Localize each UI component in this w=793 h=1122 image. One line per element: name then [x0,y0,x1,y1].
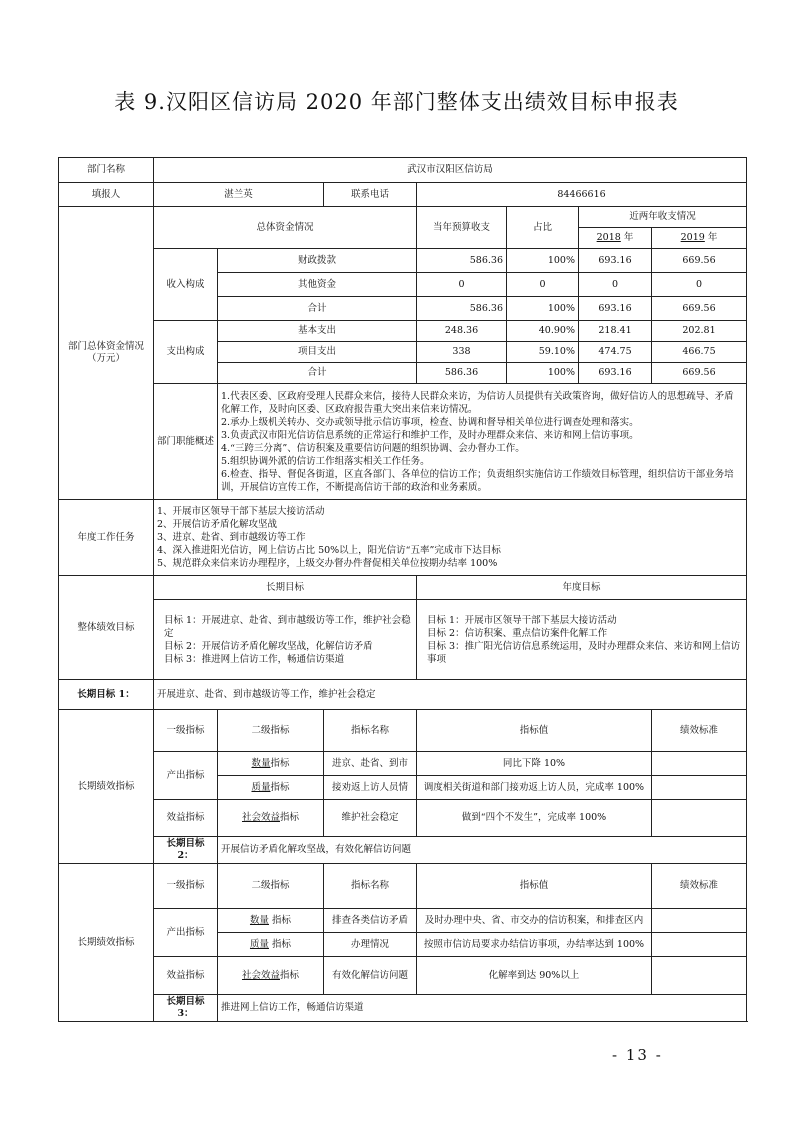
goal2-indicator-row [59,957,747,995]
indicator-name: 接劝返上访人员情 [324,776,417,800]
duty-line: 1.代表区委、区政府受理人民群众来信，接待人民群众来访，为信访人员提供有关政策咨询，做好信访人的思想疏导、矛盾化解工作，及时向区委、区政府报告重大突出来信来访情况。 [221,390,734,415]
long-term-goal-line: 目标 1：开展进京、赴省、到市越级访等工作，维护社会稳定 [164,614,411,639]
ratio-label: 占比 [507,207,579,249]
indicator-value: 化解率到达 90%以上 [417,957,652,995]
benefit-indicator-label: 效益指标 [154,957,218,995]
overall-goals-label: 整体绩效目标 [59,576,154,680]
expense-ratio: 59.10% [507,342,579,363]
goal1-text: 开展进京、赴省、到市越级访等工作，维护社会稳定 [154,680,747,710]
income-budget: 586.36 [417,249,507,273]
duty-line: 5.组织协调外派的信访工作组落实相关工作任务。 [221,455,430,467]
indicator-value: 及时办理中央、省、市交办的信访积案，和排查区内 [417,909,652,933]
level2-cell: 质量 指标 [218,933,324,957]
goal1-indicators-label: 长期绩效指标 [59,710,154,864]
standard-header: 绩效标准 [652,710,747,752]
indicator-value-header: 指标值 [417,864,652,909]
goal1-indicator-row [59,752,747,776]
expense-ratio: 40.90% [507,321,579,342]
overall-funds-label: 总体资金情况 [154,207,417,249]
indicator-value-header: 指标值 [417,710,652,752]
level2-cell: 数量 指标 [218,909,324,933]
expense-budget: 586.36 [417,363,507,384]
performance-table [58,157,747,1022]
indicator-standard [652,800,747,837]
indicator-name: 维护社会稳定 [324,800,417,837]
goal2-indicator-header [59,864,747,909]
income-2019: 669.56 [652,249,747,273]
benefit-indicator-label: 效益指标 [154,800,218,837]
level1-header: 一级指标 [154,710,218,752]
overall-goals-row [59,600,747,680]
indicator-value: 调度相关街道和部门接劝返上访人员，完成率 100% [417,776,652,800]
task-line: 3、进京、赴省、到市越级访等工作 [157,532,306,543]
output-indicator-label: 产出指标 [154,909,218,957]
indicator-name-header: 指标名称 [324,864,417,909]
overall-goals-header-row [59,576,747,600]
income-2019: 669.56 [652,297,747,321]
income-row [59,249,747,273]
indicator-value: 同比下降 10% [417,752,652,776]
budget-label: 当年预算收支 [417,207,507,249]
output-indicator-label: 产出指标 [154,752,218,800]
duty-line: 4.“三跨三分离”、信访积案及重要信访问题的组织协调、会办督办工作。 [221,442,525,454]
goal1-row [59,680,747,710]
goal2-row [59,837,747,864]
expense-2018: 474.75 [579,342,652,363]
indicator-value: 按照市信访局要求办结信访事项，办结率达到 100% [417,933,652,957]
income-budget: 0 [417,273,507,297]
goal1-indicator-header [59,710,747,752]
indicator-name: 排查各类信访矛盾 [324,909,417,933]
indicator-standard [652,957,747,995]
indicator-name: 办理情况 [324,933,417,957]
income-name: 其他资金 [218,273,417,297]
income-ratio: 0 [507,273,579,297]
expense-2018: 693.16 [579,363,652,384]
page-number: - 13 - [612,1046,663,1064]
level2-header: 二级指标 [218,710,324,752]
indicator-standard [652,752,747,776]
duty-line: 3.负责武汉市阳光信访信息系统的正常运行和维护工作，及时办理群众来信、来访和网上信访事项。 [221,429,639,441]
goal3-text: 推进网上信访工作，畅通信访渠道 [218,995,747,1022]
duty-line: 6.检查、指导、督促各街道，区直各部门、各单位的信访工作；负责组织实施信访工作绩效目标管理，组织信访干部业务培训，开展信访宣传工作，不断提高信访干部的政治和业务素质。 [221,468,734,493]
expense-2019: 466.75 [652,342,747,363]
level2-header: 二级指标 [218,864,324,909]
income-ratio: 100% [507,297,579,321]
page-title: 表 9.汉阳区信访局 2020 年部门整体支出绩效目标申报表 [114,90,679,114]
long-term-goals [154,600,417,680]
level2-cell: 质量指标 [218,776,324,800]
expense-2019: 202.81 [652,321,747,342]
phone-value: 84466616 [417,183,747,207]
duties-row [59,384,747,500]
year-2019: 2019 年 [652,228,747,249]
phone-label: 联系电话 [324,183,417,207]
annual-goals-label: 年度目标 [417,576,747,600]
goal2-label: 长期目标 2： [154,837,218,864]
expense-budget: 248.36 [417,321,507,342]
task-line: 4、深入推进阳光信访，网上信访占比 50%以上，阳光信访“五率”完成市下达目标 [157,545,501,556]
expense-name: 基本支出 [218,321,417,342]
goal2-indicators-label: 长期绩效指标 [59,864,154,1022]
indicator-value: 做到“四个不发生”，完成率 100% [417,800,652,837]
income-2019: 0 [652,273,747,297]
expense-name: 合计 [218,363,417,384]
annual-goal-line: 目标 1：开展市区领导干部下基层大接访活动 [427,614,617,626]
level1-header: 一级指标 [154,864,218,909]
annual-goals [417,600,747,680]
income-name: 合计 [218,297,417,321]
filler-value: 湛兰英 [154,183,324,207]
income-budget: 586.36 [417,297,507,321]
income-ratio: 100% [507,249,579,273]
annual-goal-line: 目标 2：信访积案、重点信访案件化解工作 [427,627,608,639]
filler-row [59,183,747,207]
income-2018: 693.16 [579,249,652,273]
expense-label: 支出构成 [154,321,218,384]
goal2-indicator-row [59,909,747,933]
indicator-standard [652,776,747,800]
level2-cell: 社会效益指标 [218,957,324,995]
level2-cell: 社会效益指标 [218,800,324,837]
expense-name: 项目支出 [218,342,417,363]
dept-name-row [59,158,747,183]
duty-line: 2.承办上级机关转办、交办或领导批示信访事项，检查、协调和督导相关单位进行调查处理和落实。 [221,416,639,428]
expense-budget: 338 [417,342,507,363]
expense-ratio: 100% [507,363,579,384]
dept-name-label: 部门名称 [59,158,154,183]
year-2018: 2018 年 [579,228,652,249]
level2-cell: 数量指标 [218,752,324,776]
indicator-name: 进京、赴省、到市 [324,752,417,776]
goal3-label: 长期目标 3： [154,995,218,1022]
goal1-indicator-row [59,800,747,837]
indicator-standard [652,933,747,957]
annual-tasks-text [154,500,747,576]
recent-years-label: 近两年收支情况 [579,207,747,228]
duties-label: 部门职能概述 [154,384,218,500]
expense-row [59,321,747,342]
goal1-label: 长期目标 1： [59,680,154,710]
goal2-text: 开展信访矛盾化解攻坚战，有效化解信访问题 [218,837,747,864]
filler-label: 填报人 [59,183,154,207]
task-line: 2、开展信访矛盾化解攻坚战 [157,519,278,530]
funds-section-label: 部门总体资金情况（万元） [59,207,154,500]
standard-header: 绩效标准 [652,864,747,909]
dept-name-value: 武汉市汉阳区信访局 [154,158,747,183]
income-label: 收入构成 [154,249,218,321]
indicator-standard [652,909,747,933]
long-term-goal-line: 目标 2：开展信访矛盾化解攻坚战，化解信访矛盾 [164,640,373,652]
goal3-row [59,995,747,1022]
income-name: 财政拨款 [218,249,417,273]
income-2018: 693.16 [579,297,652,321]
task-line: 1、开展市区领导干部下基层大接访活动 [157,506,325,517]
funds-header-row [59,207,747,228]
long-term-goals-label: 长期目标 [154,576,417,600]
long-term-goal-line: 目标 3：推进网上信访工作，畅通信访渠道 [164,653,345,665]
duties-text [218,384,747,500]
annual-tasks-label: 年度工作任务 [59,500,154,576]
annual-goal-line: 目标 3：推广阳光信访信息系统运用，及时办理群众来信、来访和网上信访事项 [427,640,741,665]
annual-tasks-row [59,500,747,576]
indicator-name-header: 指标名称 [324,710,417,752]
indicator-name: 有效化解信访问题 [324,957,417,995]
expense-2019: 669.56 [652,363,747,384]
expense-2018: 218.41 [579,321,652,342]
income-2018: 0 [579,273,652,297]
task-line: 5、规范群众来信来访办理程序，上级交办督办件督促相关单位按期办结率 100% [157,558,498,569]
